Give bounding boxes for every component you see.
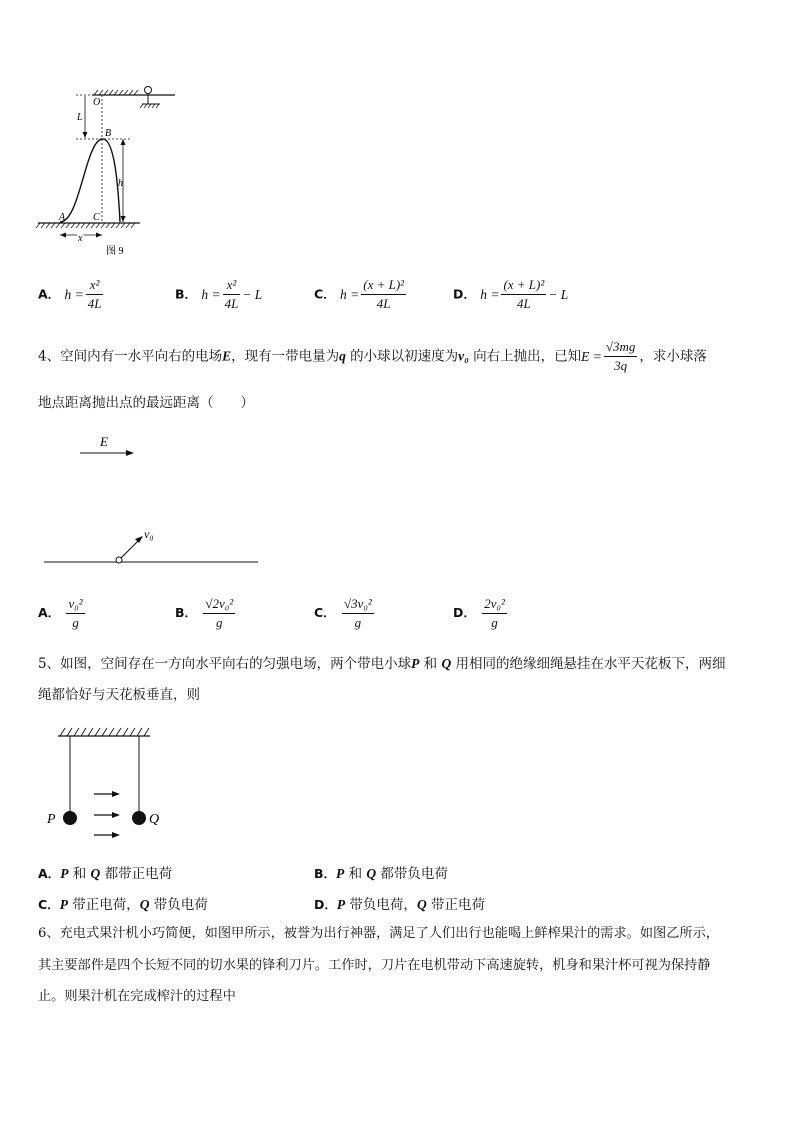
q5-stem-line2: 绳都恰好与天花板垂直，则 bbox=[38, 687, 200, 703]
q4-option-c[interactable]: C． $\frac{\text{√3v₀²}}{g}$ bbox=[314, 596, 372, 630]
q4-option-a[interactable]: A． $\frac{\text{v₀²}}{g}$ bbox=[38, 596, 83, 630]
q3-option-c[interactable]: C． h = $\frac{\text{(x + L)²}}{4L}$ bbox=[314, 277, 405, 311]
fig9-label-x: x bbox=[78, 233, 83, 244]
q4-option-d[interactable]: D． $\frac{\text{2v₀²}}{g}$ bbox=[453, 596, 505, 630]
q5-option-b[interactable]: B．P 和 Q 都带负电荷 bbox=[314, 866, 448, 882]
q5-option-c[interactable]: C．P 带正电荷，Q 带负电荷 bbox=[38, 897, 208, 913]
q5-fig-P: P bbox=[47, 812, 56, 827]
fig9-label-A: A bbox=[59, 212, 66, 223]
q6-stem-line2: 其主要部件是四个长短不同的切水果的锋利刀片。工作时，刀片在电机带动下高速旋转，机身和果汁杯可视为保持静 bbox=[38, 958, 711, 973]
fig9-label-h: h bbox=[118, 178, 123, 189]
q4-stem-line2: 地点距离抛出点的最远距离（ ） bbox=[38, 395, 254, 411]
q4-fig-E: E bbox=[100, 434, 108, 449]
q3-option-a[interactable]: A． h = $\frac{\text{x²}}{4L}$ bbox=[38, 277, 102, 311]
q5-option-a[interactable]: A．P 和 Q 都带正电荷 bbox=[38, 866, 173, 882]
fig9-label-C: C bbox=[93, 212, 100, 223]
q6-stem-line3: 止。则果汁机在完成榨汁的过程中 bbox=[38, 989, 236, 1004]
q3-option-d[interactable]: D． h = $\frac{\text{(x + L)²}}{4L}$ − L bbox=[453, 277, 569, 311]
fig9-label-B: B bbox=[105, 128, 112, 139]
fig9-label-L: L bbox=[77, 112, 83, 123]
q5-stem-line1: 5、如图，空间存在一方向水平向右的匀强电场，两个带电小球P 和 Q 用相同的绝缘细绳悬挂在水平天花板下，两细 bbox=[38, 656, 726, 672]
q3-option-b[interactable]: B． h = $\frac{\text{x²}}{4L}$ − L bbox=[175, 277, 263, 311]
q4-figure bbox=[40, 428, 270, 573]
q5-option-d[interactable]: D．P 带负电荷，Q 带正电荷 bbox=[314, 897, 485, 913]
q4-fig-v0: v₀ bbox=[144, 527, 154, 541]
figure-9 bbox=[30, 82, 190, 262]
fig9-label-O: O bbox=[93, 97, 101, 108]
q4-option-b[interactable]: B． $\frac{\text{√2v₀²}}{g}$ bbox=[175, 596, 234, 630]
q4-stem-line1: 4、空间内有一水平向右的电场E，现有一带电量为q 的小球以初速度为v₀ 向右上抛出，已知 E = $\frac{√3mg}{3q}$ ，求小球落 bbox=[38, 339, 707, 373]
q5-fig-Q: Q bbox=[149, 812, 160, 827]
fig9-caption: 图 9 bbox=[106, 246, 124, 257]
q6-stem-line1: 6、充电式果汁机小巧简便，如图甲所示，被誉为出行神器，满足了人们出行也能喝上鲜榨果汁的需求。如图乙所示， bbox=[38, 926, 719, 941]
q5-figure bbox=[40, 722, 180, 842]
